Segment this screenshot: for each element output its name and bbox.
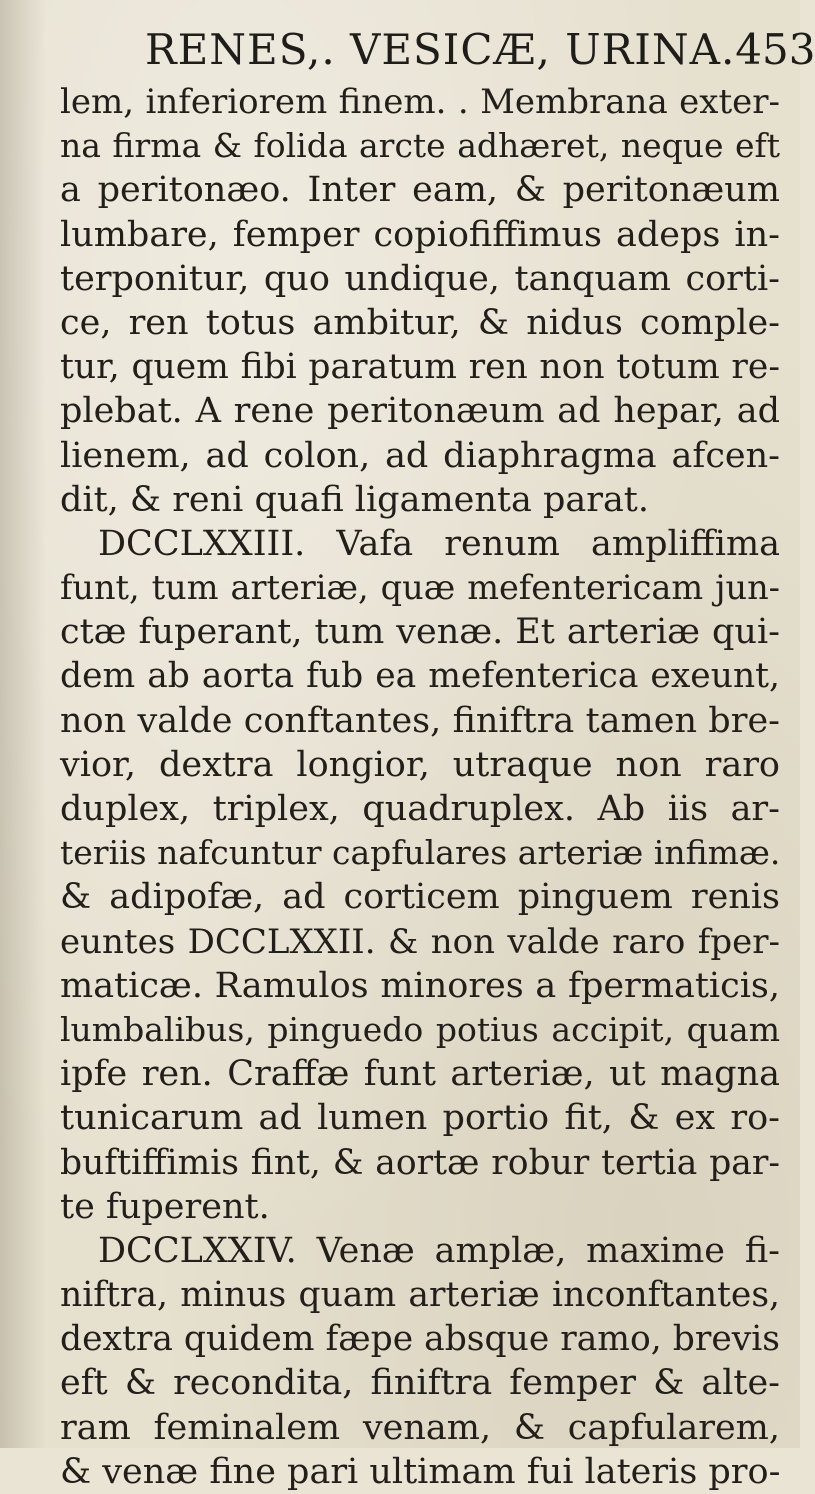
section-heading-774: DCCLXXIV. Venæ amplæ, maxime fi- [98,1230,780,1271]
text-line-32: & venæ fine pari ultimam fui lateris pro- [60,1451,781,1492]
text-line-26: te fuperent. [60,1186,270,1227]
text-line-28: niftra, minus quam arteriæ inconftantes, [60,1275,780,1316]
text-line-31: ram feminalem venam, & capfularem, [60,1407,780,1448]
text-line-23: ipfe ren. Craffæ funt arteriæ, ut magna [60,1054,780,1095]
text-line-10: dit, & reni quafi ligamenta parat. [60,479,650,520]
text-line-3: a peritonæo. Inter eam, & peritonæum [60,170,780,211]
text-line-18: teriis nafcuntur capfulares arteriæ infimæ. [60,833,781,873]
binding-shadow [0,0,46,1448]
text-line-2: na firma & folida arcte adhæret, neque eft [60,126,780,166]
text-line-12: funt, tum arteriæ, quæ mefentericam jun- [60,568,780,608]
text-line-29: dextra quidem fæpe absque ramo, brevis [60,1319,780,1360]
text-line-14: dem ab aorta fub ea mefenterica exeunt, [60,656,780,697]
text-line-30: eft & recondita, finiftra femper & alte- [60,1363,780,1404]
text-line-16: vior, dextra longior, utraque non raro [60,744,780,785]
running-title: RENES,. VESICÆ, URINA. [145,25,736,74]
section-heading-773: DCCLXXIII. Vafa renum ampliffima [98,523,780,564]
text-line-17: duplex, triplex, quadruplex. Ab iis ar- [60,789,780,829]
text-line-8: plebat. A rene peritonæum ad hepar, ad [60,391,780,432]
text-line-5: terponitur, quo undique, tanquam corti- [60,258,780,299]
text-line-1: lem, inferiorem finem. . Membrana exter- [60,82,780,122]
text-line-19: & adipofæ, ad corticem pinguem renis [60,877,780,918]
running-header [145,22,815,78]
text-line-20: euntes DCCLXXII. & non valde raro fper- [60,921,780,962]
text-line-25: buftiffimis fint, & aortæ robur tertia par- [60,1142,780,1183]
text-line-21: maticæ. Ramulos minores a fpermaticis, [60,965,780,1006]
text-line-4: lumbare, femper copiofiffimus adeps in- [60,214,780,255]
body-text [60,80,780,1494]
text-line-7: tur, quem fibi paratum ren non totum re- [60,347,780,388]
text-line-9: lienem, ad colon, ad diaphragma afcen- [60,435,780,476]
text-line-13: ctæ fuperant, tum venæ. Et arteriæ qui- [60,612,780,653]
text-line-6: ce, ren totus ambitur, & nidus comple- [60,302,780,343]
text-line-24: tunicarum ad lumen portio fit, & ex ro- [60,1098,780,1139]
text-line-15: non valde conftantes, finiftra tamen bre- [60,700,780,741]
text-line-22: lumbalibus, pinguedo potius accipit, quam [60,1009,780,1049]
page-number: 453 [735,25,815,74]
